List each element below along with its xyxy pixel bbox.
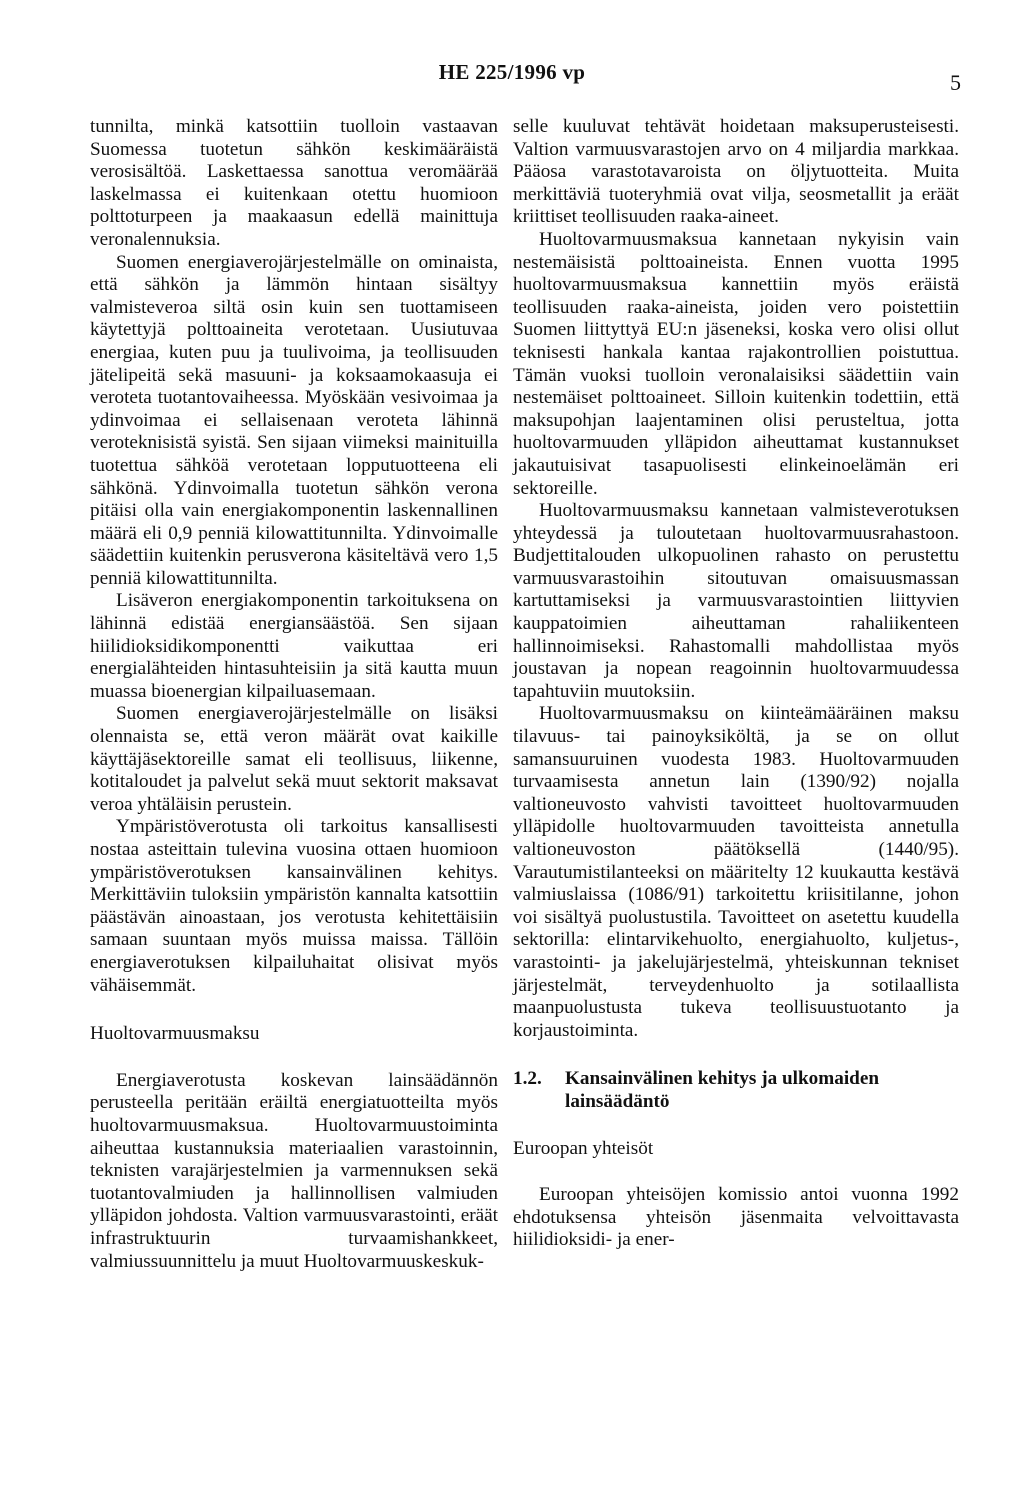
left-paragraph-3: Lisäveron energiakomponentin tarkoituksena on lähinnä edistää energiansäästöä. Sen sijaan hiilidioksidikomponentti vaikuttaa eri energialähteiden hintasuhteisiin ja sitä kautta muun muassa bioenergian kilpailuasemaan.: [90, 590, 498, 702]
right-paragraph-3: Huoltovarmuusmaksu kannetaan valmisteverotuksen yhteydessä ja tuloutetaan huoltovarmuusrahastoon. Budjettitalouden ulkopuolinen rahasto on perustettu varmuusvarastoihin sitoutuvan omaisuusmassan kartuttamiseksi ja varmuusvarastointien liittyvien kauppatoimien aiheuttaman rahaliikenteen hallinnoimiseksi. Rahastomalli mahdollistaa myös joustavan ja nopean reagoinnin huoltovarmuudessa tapahtuviin muutoksiin.: [513, 500, 959, 702]
section-heading-1-2: [513, 1068, 959, 1113]
page-number: 5: [950, 70, 961, 95]
right-column: [513, 116, 959, 1252]
left-paragraph-4: Suomen energiaverojärjestelmälle on lisäksi olennaista se, että veron määrät ovat kaikille käyttäjäsektoreille samat eli teollisuus, liikenne, kotitaloudet ja palvelut sekä muut sektorit maksavat veroa yhtäläisin perustein.: [90, 703, 498, 815]
left-paragraph-6: Energiaverotusta koskevan lainsäädännön perusteella peritään eräiltä energiatuotteilta myös huoltovarmuusmaksua. Huoltovarmuustoiminta aiheuttaa kustannuksia materiaalien varastoinnin, teknisten varajärjestelmien ja varmennuksen sekä tuotantovalmiuden ja hallinnollisen valmiuden ylläpidon johdosta. Valtion varmuusvarastointi, eräät infrastruktuurin turvaamishankkeet, valmiussuunnittelu ja muut Huoltovarmuuskeskuk-: [90, 1069, 498, 1272]
left-paragraph-2: Suomen energiaverojärjestelmälle on ominaista, että sähkön ja lämmön hintaan sisältyy valmisteveroa siltä osin kuin sen tuottamiseen käytettyjä polttoaineita verotetaan. Uusiutuvaa energiaa, kuten puu ja tuulivoima, ja teollisuuden jätelipeitä sekä masuuni- ja koksaamokaasuja ei veroteta tuotantovaiheessa. Myöskään vesivoimaa ja ydinvoimaa ei sellaisenaan veroteta lähinnä veroteknisistä syistä. Sen sijaan viimeksi mainituilla tuotettua sähköä verotetaan lopputuotteena eli sähkönä. Ydinvoimalla tuotetun sähkön verona pitäisi olla vain energiakomponentin laskennallinen määrä eli 0,9 penniä kilowattitunnilta. Ydinvoimalle säädettiin kuitenkin perusverona käsiteltävä vero 1,5 penniä kilowattitunnilta.: [90, 251, 498, 589]
section-subheading-huoltovarmuusmaksu: Huoltovarmuusmaksu: [90, 1023, 260, 1045]
left-column: [90, 116, 498, 1273]
right-paragraph-2: Huoltovarmuusmaksua kannetaan nykyisin vain nestemäisistä polttoaineista. Ennen vuotta 1995 huoltovarmuusmaksua kannettiin myös eräistä teollisuuden raaka-aineista, joiden vero poistettiin Suomen liittyttyä EU:n jäseneksi, koska vero olisi ollut teknisesti hankala kantaa rajakontrollien poistuttua. Tämän vuoksi tuolloin veronalaisiksi säädettiin vain nestemäiset polttoaineet. Silloin kuitenkin todettiin, että maksupohjan laajentaminen olisi perusteltua, jotta huoltovarmuuden ylläpidon aiheuttamat kustannukset jakautuisivat tasapuolisesti elinkeinoelämän eri sektoreille.: [513, 228, 959, 499]
section-title: Kansainvälinen kehitys ja ulkomaiden lainsäädäntö: [565, 1068, 880, 1112]
right-paragraph-4: Huoltovarmuusmaksu on kiinteämääräinen maksu tilavuus- tai painoyksiköltä, ja se on ollut samansuuruinen vuodesta 1983. Huoltovarmuuden turvaamisesta annetun lain (1390/92) nojalla valtioneuvosto vahvisti tavoitteet huoltovarmuuden ylläpidolle huoltovarmuuden tavoitteista annetulla valtioneuvoston päätöksellä (1440/95). Varautumistilanteeksi on määritelty 12 kuukautta kestävä valmiuslaissa (1086/91) tarkoitettu kriisitilanne, johon voi sisältyä puolustustila. Tavoitteet on asetettu kuudella sektorilla: elintarvikehuolto, energiahuolto, kuljetus-, varastointi- ja jakelujärjestelmä, yhteiskunnan tekniset järjestelmät, terveydenhuolto ja sotilaallista maanpuolustusta tukeva teollisuustuotanto ja korjaustoiminta.: [513, 703, 959, 1041]
section-number: 1.2.: [513, 1068, 542, 1090]
right-paragraph-5: Euroopan yhteisöjen komissio antoi vuonna 1992 ehdotuksensa yhteisön jäsenmaita velvoittavasta hiilidioksidi- ja ener-: [513, 1184, 959, 1251]
subheading-euroopan-yhteisot: Euroopan yhteisöt: [513, 1137, 654, 1159]
left-paragraph-1: tunnilta, minkä katsottiin tuolloin vastaavan Suomessa tuotetun sähkön keskimääräistä verosisältöä. Laskettaessa sanottua veromäärää laskelmassa ei kuitenkaan otettu huomioon polttoturpeen ja maakaasun edellä mainittuja veronalennuksia.: [90, 116, 498, 250]
left-paragraph-5: Ympäristöverotusta oli tarkoitus kansallisesti nostaa asteittain tulevina vuosina ottaen huomioon ympäristöverotuksen kansainvälinen kehitys. Merkittäviin tuloksiin ympäristön kannalta katsottiin päästävän ainoastaan, jos verotusta kehitettäisiin samaan suuntaan myös muissa maissa. Tällöin energiaverotuksen kilpailuhaitat olisivat myös vähäisemmät.: [90, 816, 498, 996]
right-paragraph-1: selle kuuluvat tehtävät hoidetaan maksuperusteisesti. Valtion varmuusvarastojen arvo on 4 miljardia markkaa. Pääosa varastotavaroista on öljytuotteita. Muita merkittäviä tuoteryhmiä ovat vilja, seosmetallit ja eräät kriittiset teollisuuden raaka-aineet.: [513, 116, 959, 228]
document-id: HE 225/1996 vp: [438, 60, 586, 84]
